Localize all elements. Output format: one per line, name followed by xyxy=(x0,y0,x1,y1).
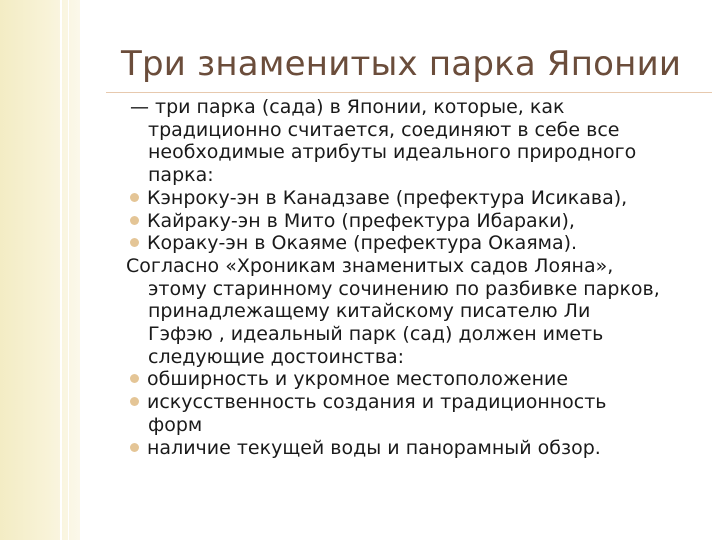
park-list-item: Кайраку-эн в Мито (префектура Ибараки), xyxy=(126,210,706,233)
intro-line: парка: xyxy=(148,164,214,187)
slide-title: Три знаменитых парка Японии xyxy=(121,44,682,84)
chronicle-line: принадлежащему китайскому писателю Ли xyxy=(148,300,591,323)
quality-list-item: искусственность создания и традиционность xyxy=(126,391,706,414)
slide-content xyxy=(126,96,706,459)
quality-list-item: наличие текущей воды и панорамный обзор. xyxy=(126,437,706,460)
park-list-item: Кэнроку-эн в Канадзаве (префектура Исикава), xyxy=(126,187,706,210)
bullet-icon xyxy=(130,216,139,225)
park-list-item: Кораку-эн в Окаяме (префектура Окаяма). xyxy=(126,232,706,255)
chronicle-line: этому старинному сочинению по разбивке парков, xyxy=(148,277,660,300)
bullet-icon xyxy=(130,443,139,452)
bullet-icon xyxy=(130,238,139,247)
title-divider xyxy=(106,92,712,93)
intro-line: — три парка (сада) в Японии, которые, как xyxy=(130,96,565,118)
band-divider-line xyxy=(68,0,69,540)
chronicle-line: следующие достоинства: xyxy=(148,345,405,368)
bullet-icon xyxy=(130,193,139,202)
bullet-icon xyxy=(130,397,139,406)
band-divider-line xyxy=(60,0,62,540)
intro-line: традиционно считается, соединяют в себе все xyxy=(148,118,620,141)
quality-list-item-continuation: форм xyxy=(148,413,203,436)
intro-line: необходимые атрибуты идеального природного xyxy=(148,141,637,164)
chronicle-line: Согласно «Хроникам знаменитых садов Лояна», xyxy=(126,254,614,277)
chronicle-line: Гэфэю , идеальный парк (сад) должен иметь xyxy=(148,323,604,346)
bullet-icon xyxy=(130,374,139,383)
decorative-side-band xyxy=(0,0,80,540)
quality-list-item: обширность и укромное местоположение xyxy=(126,368,706,391)
